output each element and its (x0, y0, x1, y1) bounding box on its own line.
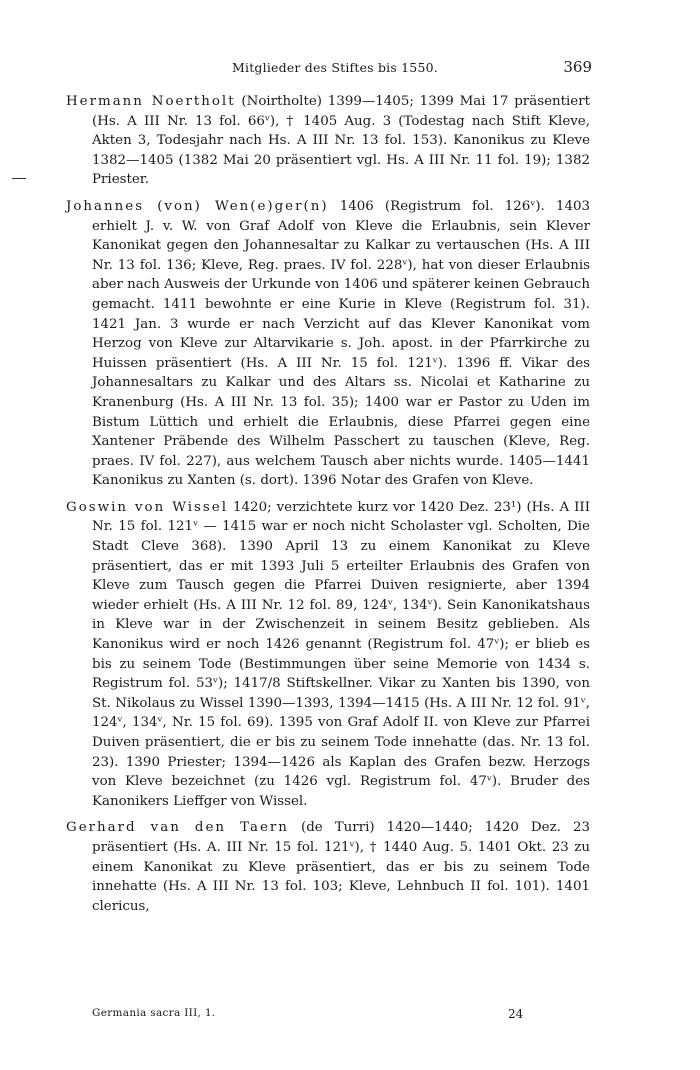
page-header (92, 58, 592, 80)
entry-name: Hermann Noertholt (66, 94, 236, 109)
entry-name: Gerhard van den Taern (66, 820, 289, 836)
entry-goswin-von-wissel (66, 498, 590, 812)
page-number: 369 (563, 58, 592, 76)
body-text (66, 92, 590, 923)
entry-name: Johannes (von) Wen(e)ger(n) (66, 198, 329, 214)
page-footer (92, 1007, 592, 1025)
entry-gerhard-van-den-taern (66, 818, 590, 916)
entry-name: Goswin von Wissel (66, 499, 229, 515)
margin-mark (12, 178, 26, 179)
entry-text: 1420; verzichtete kurz vor 1420 Dez. 23¹) (Hs. A III Nr. 15 fol. 121ᵛ — 1415 war er noch nicht Scholaster vgl. Scholten, Die Stadt Cleve 368). 1390 April 13 zu einem Kanonikat zu Kleve präsentiert, das er mit 1393 Juli 5 erteilter Erlaubnis des Grafen von Kleve zum Tausch gegen die Pfarrei Duiven resignierte, aber 1394 wieder erhielt (Hs. A III Nr. 12 fol. 89, 124ᵛ, 134ᵛ). Sein Kanonikatshaus in Kleve war in der Zwischenzeit in seinem Besitz geblieben. Als Kanonikus wird er noch 1426 genannt (Registrum fol. 47ᵛ); er blieb es bis zu seinem Tode (Bestimmungen über seine Memorie von 1434 s. Registrum fol. 53ᵛ); 1417/8 Stiftskellner. Vikar zu Xanten bis 1390, von St. Nikolaus zu Wissel 1390—1393, 1394—1415 (Hs. A III Nr. 12 fol. 91ᵛ, 124ᵛ, 134ᵛ, Nr. 15 fol. 69). 1395 von Graf Adolf II. von Kleve zur Pfarrei Duiven präsentiert, die er bis zu seinem Tode innehatte (das. Nr. 13 fol. 23). 1390 Priester; 1394—1426 als Kaplan des Grafen bezw. Herzogs von Kleve bezeichnet (zu 1426 vgl. Registrum fol. 47ᵛ). Bruder des Kanonikers Lieffger von Wissel. (92, 499, 591, 809)
running-head: Mitglieder des Stiftes bis 1550. (232, 60, 438, 75)
entry-johannes-wengern (66, 197, 590, 491)
entry-text: (de Turri) 1420—1440; 1420 Dez. 23 präsentiert (Hs. A. III Nr. 15 fol. 121ᵛ), † 1440 Aug. 5. 1401 Okt. 23 zu einem Kanonikat zu Kleve präsentiert, das er bis zu seinem Tode innehatte (Hs. A III Nr. 13 fol. 103; Kleve, Lehnbuch II fol. 101). 1401 clericus, (92, 820, 590, 914)
entry-hermann-noertholt (66, 92, 590, 190)
footer-series-title: Germania sacra III, 1. (92, 1007, 216, 1019)
entry-text: 1406 (Registrum fol. 126ᵛ). 1403 erhielt J. v. W. von Graf Adolf von Kleve die Erlaubnis, sein Klever Kanonikat gegen den Johannesaltar zu Kalkar zu vertauschen (Hs. A III Nr. 13 fol. 136; Kleve, Reg. praes. IV fol. 228ᵛ), hat von dieser Erlaubnis aber nach Ausweis der Urkunde von 1406 und späterer keinen Gebrauch gemacht. 1411 bewohnte er eine Kurie in Kleve (Registrum fol. 31). 1421 Jan. 3 wurde er nach Verzicht auf das Klever Kanonikat vom Herzog von Kleve zur Altarvikarie s. Joh. apost. in der Pfarrkirche zu Huissen präsentiert (Hs. A III Nr. 15 fol. 121ᵛ). 1396 ff. Vikar des Johannesaltars zu Kalkar und des Altars ss. Nicolai et Katharine zu Kranenburg (Hs. A III Nr. 13 fol. 35); 1400 war er Pastor zu Uden im Bistum Lüttich und erhielt die Erlaubnis, diese Pfarrei gegen eine Xantener Präbende des Wilhelm Passchert zu tauschen (Kleve, Reg. praes. IV fol. 227), aus welchem Tausch aber nichts wurde. 1405—1441 Kanonikus zu Xanten (s. dort). 1396 Notar des Grafen von Kleve. (92, 198, 590, 489)
sheet-signature: 24 (508, 1007, 524, 1021)
entry-text: (Noirtholte) 1399—1405; 1399 Mai 17 präsentiert (Hs. A III Nr. 13 fol. 66ᵛ), † 1405 Aug. 3 (Todestag nach Stift Kleve, Akten 3, Todesjahr nach Hs. A III Nr. 13 fol. 153). Kanonikus zu Kleve 1382—1405 (1382 Mai 20 präsentiert vgl. Hs. A III Nr. 11 fol. 19); 1382 Priester. (92, 94, 590, 188)
